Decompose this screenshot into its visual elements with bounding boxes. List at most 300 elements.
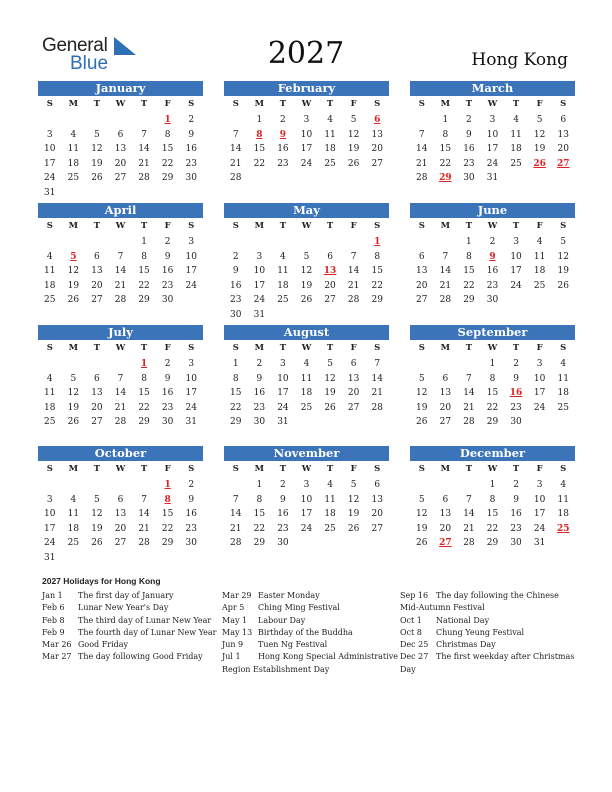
day-cell: 23 — [510, 523, 522, 534]
empty-cell — [224, 478, 248, 493]
weekday-label: S — [560, 343, 567, 353]
day-cell: 13 — [439, 388, 452, 399]
day-cell: 3 — [303, 115, 310, 125]
day-cell: 25 — [300, 402, 313, 413]
day-cell: 26 — [347, 523, 360, 534]
weekday-label: T — [140, 343, 148, 353]
holiday-date: Mar 27 — [42, 652, 72, 662]
month-october — [38, 446, 203, 566]
day-cell: 30 — [510, 538, 522, 549]
day-cell: 26 — [300, 295, 313, 306]
day-cell: 11 — [67, 509, 80, 520]
day-cell: 28 — [114, 417, 127, 428]
day-cell: 21 — [114, 402, 127, 413]
day-cell: 3 — [280, 359, 286, 369]
weekday-label: F — [350, 99, 357, 109]
holiday-entry — [222, 590, 400, 602]
day-cell: 14 — [230, 509, 242, 520]
weekday-label: T — [93, 99, 101, 109]
weekday-label: S — [418, 464, 425, 474]
day-cell: 8 — [256, 494, 263, 505]
weekday-label: F — [164, 343, 171, 353]
day-grid — [224, 113, 389, 186]
day-cell: 28 — [371, 402, 383, 413]
holiday-date: Feb 9 — [42, 627, 65, 637]
empty-cell — [38, 478, 62, 493]
weekday-label: M — [440, 99, 451, 109]
day-cell: 5 — [560, 237, 567, 247]
day-cell: 22 — [486, 402, 499, 413]
holiday-list — [42, 576, 582, 674]
day-cell: 3 — [536, 359, 543, 369]
day-cell: 21 — [230, 523, 242, 534]
holiday-name: Chung Yeung Festival — [436, 627, 525, 637]
holiday-day-cell: 9 — [279, 129, 287, 140]
day-cell: 6 — [374, 480, 381, 490]
holiday-name-continued: Mid-Autumn Festival — [400, 603, 485, 613]
day-cell: 24 — [533, 402, 546, 413]
day-cell: 25 — [557, 402, 569, 413]
weekday-header-row — [410, 98, 575, 111]
day-cell: 11 — [44, 388, 56, 399]
month-july — [38, 325, 203, 430]
day-cell: 6 — [442, 494, 449, 505]
empty-cell — [132, 113, 156, 128]
day-cell: 14 — [114, 266, 127, 277]
day-cell: 4 — [560, 359, 567, 369]
day-cell: 13 — [416, 266, 428, 277]
logo-blue-text: Blue — [70, 53, 109, 74]
day-grid — [224, 357, 389, 430]
holiday-name: The first weekday after Christmas — [436, 652, 575, 662]
day-cell: 7 — [418, 129, 425, 140]
day-cell: 2 — [164, 359, 171, 369]
day-cell: 30 — [161, 417, 174, 428]
weekday-label: S — [560, 99, 567, 109]
day-cell: 2 — [164, 237, 171, 247]
empty-cell — [85, 113, 109, 128]
empty-cell — [62, 113, 86, 128]
weekday-label: F — [350, 343, 357, 353]
day-cell: 28 — [347, 295, 360, 306]
day-cell: 29 — [253, 538, 266, 549]
day-cell: 14 — [230, 144, 242, 155]
day-cell: 15 — [253, 144, 266, 155]
day-cell: 23 — [463, 158, 475, 169]
day-cell: 21 — [463, 402, 475, 413]
month-header: January — [38, 81, 203, 96]
day-cell: 29 — [486, 417, 499, 428]
day-cell: 26 — [67, 295, 80, 306]
weekday-header-row — [224, 98, 389, 111]
day-cell: 10 — [300, 494, 313, 505]
day-cell: 20 — [557, 144, 569, 155]
day-cell: 1 — [466, 237, 472, 247]
day-cell: 28 — [138, 173, 150, 184]
day-cell: 1 — [442, 115, 449, 125]
weekday-label: S — [418, 343, 425, 353]
day-cell: 12 — [91, 509, 103, 520]
day-cell: 3 — [188, 237, 195, 247]
weekday-label: S — [560, 221, 567, 231]
weekday-label: W — [487, 221, 498, 231]
day-cell: 18 — [44, 402, 56, 413]
day-cell: 8 — [489, 494, 496, 505]
weekday-label: S — [188, 343, 195, 353]
day-cell: 22 — [161, 523, 174, 534]
day-cell: 25 — [67, 538, 80, 549]
day-cell: 22 — [253, 523, 266, 534]
holiday-name: Good Friday — [78, 640, 129, 650]
holiday-entry — [222, 627, 400, 639]
day-cell: 10 — [44, 509, 56, 520]
weekday-label: T — [512, 343, 520, 353]
day-cell: 2 — [188, 480, 195, 490]
month-header: May — [224, 203, 389, 218]
holiday-day-cell: 1 — [164, 115, 171, 125]
day-cell: 3 — [513, 237, 519, 247]
day-cell: 14 — [138, 509, 150, 520]
day-cell: 27 — [324, 295, 336, 306]
day-cell: 19 — [416, 402, 428, 413]
day-cell: 15 — [371, 266, 383, 277]
day-cell: 24 — [185, 280, 197, 291]
day-cell: 6 — [560, 115, 567, 125]
day-cell: 2 — [513, 359, 519, 369]
weekday-label: T — [465, 99, 473, 109]
day-cell: 2 — [466, 115, 472, 125]
day-cell: 27 — [439, 417, 452, 428]
day-cell: 10 — [253, 266, 266, 277]
empty-cell — [38, 235, 62, 250]
weekday-header-row — [224, 463, 389, 476]
day-cell: 24 — [486, 158, 499, 169]
day-cell: 23 — [486, 280, 499, 291]
day-cell: 31 — [185, 417, 197, 428]
day-cell: 17 — [300, 509, 313, 520]
day-cell: 18 — [510, 144, 522, 155]
holiday-name-continued: Day — [400, 664, 416, 674]
day-cell: 20 — [439, 402, 452, 413]
holiday-date: May 13 — [222, 627, 253, 637]
day-cell: 11 — [557, 373, 569, 384]
weekday-label: W — [115, 464, 126, 474]
empty-cell — [224, 235, 248, 250]
weekday-label: M — [68, 221, 79, 231]
day-cell: 5 — [327, 359, 333, 369]
day-cell: 19 — [300, 280, 313, 291]
holiday-name-continued: Region Establishment Day — [222, 664, 330, 674]
day-cell: 19 — [347, 144, 360, 155]
weekday-label: S — [374, 221, 381, 231]
holiday-day-cell: 27 — [556, 158, 570, 169]
day-grid — [38, 478, 203, 566]
day-cell: 19 — [557, 266, 569, 277]
day-cell: 14 — [439, 266, 452, 277]
day-cell: 25 — [324, 523, 336, 534]
holiday-entry — [222, 602, 400, 614]
day-cell: 28 — [463, 417, 475, 428]
holiday-column — [42, 590, 220, 664]
month-december — [410, 446, 575, 551]
weekday-label: S — [188, 464, 195, 474]
day-cell: 26 — [557, 280, 569, 291]
day-cell: 8 — [374, 251, 381, 262]
day-cell: 17 — [44, 158, 56, 169]
weekday-label: F — [164, 221, 171, 231]
day-cell: 21 — [463, 523, 475, 534]
day-cell: 17 — [253, 280, 266, 291]
weekday-label: T — [279, 221, 287, 231]
holiday-date: May 1 — [222, 615, 248, 625]
day-cell: 10 — [277, 373, 289, 384]
day-cell: 27 — [371, 523, 383, 534]
weekday-label: W — [301, 464, 312, 474]
holiday-date: Jun 9 — [222, 640, 244, 650]
month-april — [38, 203, 203, 308]
day-cell: 28 — [230, 538, 242, 549]
empty-cell — [62, 478, 86, 493]
day-grid — [38, 357, 203, 430]
day-cell: 17 — [510, 266, 522, 277]
month-header: February — [224, 81, 389, 96]
day-cell: 10 — [185, 251, 197, 262]
day-cell: 12 — [347, 129, 360, 140]
weekday-label: M — [68, 99, 79, 109]
day-cell: 30 — [510, 417, 522, 428]
weekday-label: T — [279, 464, 287, 474]
day-cell: 7 — [350, 251, 357, 262]
day-cell: 17 — [486, 144, 499, 155]
day-cell: 30 — [185, 538, 197, 549]
holiday-date: Jan 1 — [42, 591, 63, 600]
day-cell: 15 — [463, 266, 475, 277]
day-cell: 16 — [253, 388, 266, 399]
day-cell: 8 — [466, 251, 472, 262]
day-cell: 18 — [44, 280, 56, 291]
day-cell: 29 — [138, 417, 150, 428]
day-cell: 8 — [442, 129, 449, 140]
weekday-label: T — [140, 99, 148, 109]
day-cell: 5 — [94, 494, 100, 505]
weekday-label: W — [115, 99, 126, 109]
empty-cell — [271, 235, 295, 250]
weekday-label: M — [254, 99, 265, 109]
month-header: November — [224, 446, 389, 461]
weekday-label: M — [254, 221, 265, 231]
day-cell: 9 — [280, 494, 286, 505]
day-cell: 31 — [44, 187, 56, 198]
day-cell: 19 — [324, 388, 336, 399]
day-cell: 5 — [536, 115, 543, 125]
weekday-label: T — [140, 221, 148, 231]
holiday-day-cell: 29 — [439, 173, 452, 184]
day-cell: 12 — [416, 509, 428, 520]
weekday-label: S — [560, 464, 567, 474]
day-cell: 23 — [510, 402, 522, 413]
weekday-label: T — [326, 221, 334, 231]
day-cell: 13 — [114, 144, 127, 155]
holiday-name: Tuen Ng Festival — [258, 640, 328, 650]
day-cell: 6 — [117, 494, 124, 505]
empty-cell — [38, 113, 62, 128]
weekday-label: T — [93, 221, 101, 231]
day-cell: 1 — [489, 480, 496, 490]
day-cell: 11 — [557, 494, 569, 505]
day-cell: 22 — [486, 523, 499, 534]
weekday-label: W — [115, 343, 126, 353]
day-cell: 19 — [91, 523, 103, 534]
day-cell: 13 — [114, 509, 127, 520]
day-cell: 25 — [44, 295, 56, 306]
weekday-label: F — [536, 464, 543, 474]
day-cell: 5 — [418, 494, 425, 505]
day-grid — [224, 478, 389, 551]
month-august — [224, 325, 389, 430]
day-cell: 12 — [347, 494, 360, 505]
weekday-label: T — [279, 99, 287, 109]
day-cell: 24 — [277, 402, 289, 413]
day-cell: 28 — [114, 295, 127, 306]
day-cell: 1 — [141, 237, 147, 247]
day-cell: 2 — [188, 115, 195, 125]
day-cell: 12 — [557, 251, 569, 262]
holiday-date: Mar 26 — [42, 640, 72, 650]
day-cell: 17 — [533, 388, 546, 399]
holiday-date: Feb 8 — [42, 615, 65, 625]
holiday-entry — [400, 615, 578, 627]
day-cell: 19 — [91, 158, 103, 169]
day-cell: 30 — [185, 173, 197, 184]
day-cell: 3 — [46, 494, 53, 505]
holiday-name: The fourth day of Lunar New Year — [78, 627, 217, 637]
holiday-name: National Day — [436, 615, 490, 625]
weekday-label: M — [68, 343, 79, 353]
holiday-name: The day following the Chinese — [436, 591, 559, 600]
weekday-label: M — [440, 464, 451, 474]
day-cell: 18 — [533, 266, 546, 277]
holiday-entry — [400, 639, 578, 651]
day-cell: 29 — [463, 295, 475, 306]
weekday-label: S — [418, 221, 425, 231]
day-cell: 28 — [463, 538, 475, 549]
holiday-date: Apr 5 — [222, 603, 245, 613]
day-cell: 27 — [416, 295, 428, 306]
day-cell: 3 — [256, 251, 263, 262]
day-cell: 3 — [536, 480, 543, 490]
weekday-label: S — [46, 99, 53, 109]
day-cell: 2 — [280, 115, 286, 125]
weekday-label: T — [512, 221, 520, 231]
holiday-day-cell: 1 — [140, 359, 148, 369]
day-cell: 23 — [185, 158, 197, 169]
holiday-name: The day following Good Friday — [78, 652, 203, 662]
day-cell: 7 — [466, 494, 472, 505]
weekday-label: M — [68, 464, 79, 474]
day-cell: 11 — [533, 251, 546, 262]
day-cell: 13 — [557, 129, 569, 140]
day-cell: 15 — [230, 388, 242, 399]
day-cell: 21 — [347, 280, 360, 291]
day-cell: 13 — [371, 129, 383, 140]
empty-cell — [434, 357, 458, 372]
day-cell: 28 — [230, 173, 242, 184]
holiday-entry — [42, 602, 220, 614]
day-cell: 12 — [67, 388, 80, 399]
day-cell: 20 — [324, 280, 336, 291]
day-cell: 31 — [486, 173, 499, 184]
month-header: September — [410, 325, 575, 340]
day-grid — [38, 235, 203, 308]
day-cell: 9 — [164, 373, 171, 384]
day-cell: 7 — [442, 251, 449, 262]
day-cell: 24 — [300, 158, 313, 169]
weekday-label: S — [188, 99, 195, 109]
day-cell: 17 — [185, 266, 197, 277]
day-cell: 16 — [277, 509, 289, 520]
day-cell: 3 — [489, 115, 496, 125]
day-grid — [410, 113, 575, 186]
day-cell: 4 — [536, 237, 543, 247]
day-cell: 30 — [463, 173, 475, 184]
day-cell: 14 — [463, 509, 475, 520]
day-cell: 27 — [91, 295, 103, 306]
weekday-label: S — [374, 343, 381, 353]
day-cell: 27 — [347, 402, 360, 413]
holiday-name: The third day of Lunar New Year — [78, 615, 212, 625]
weekday-label: S — [232, 343, 239, 353]
holiday-name: Labour Day — [258, 615, 306, 625]
empty-cell — [457, 357, 481, 372]
day-cell: 29 — [161, 173, 174, 184]
empty-cell — [410, 235, 434, 250]
day-cell: 9 — [513, 373, 519, 384]
day-cell: 10 — [533, 373, 546, 384]
day-cell: 24 — [185, 402, 197, 413]
day-cell: 6 — [94, 251, 100, 262]
day-cell: 21 — [138, 523, 150, 534]
holiday-day-cell: 5 — [70, 251, 77, 262]
day-cell: 26 — [324, 402, 336, 413]
day-cell: 16 — [230, 280, 242, 291]
day-cell: 1 — [256, 115, 263, 125]
day-cell: 30 — [230, 309, 242, 320]
day-cell: 27 — [114, 173, 127, 184]
day-cell: 4 — [303, 359, 310, 369]
day-cell: 9 — [188, 494, 195, 505]
day-cell: 31 — [44, 552, 56, 563]
month-november — [224, 446, 389, 551]
month-september — [410, 325, 575, 430]
day-cell: 18 — [277, 280, 289, 291]
holiday-entry — [222, 615, 400, 627]
holiday-date: Oct 8 — [400, 627, 422, 637]
day-cell: 12 — [416, 388, 428, 399]
day-cell: 17 — [277, 388, 289, 399]
day-cell: 27 — [91, 417, 103, 428]
weekday-label: W — [301, 343, 312, 353]
holiday-date: Jul 1 — [222, 652, 241, 662]
holiday-entry — [42, 651, 220, 663]
day-cell: 22 — [371, 280, 383, 291]
day-cell: 20 — [439, 523, 452, 534]
month-header: October — [38, 446, 203, 461]
day-cell: 7 — [141, 494, 147, 505]
holiday-entry — [42, 590, 220, 602]
day-cell: 14 — [347, 266, 360, 277]
weekday-header-row — [38, 463, 203, 476]
day-cell: 4 — [280, 251, 286, 262]
